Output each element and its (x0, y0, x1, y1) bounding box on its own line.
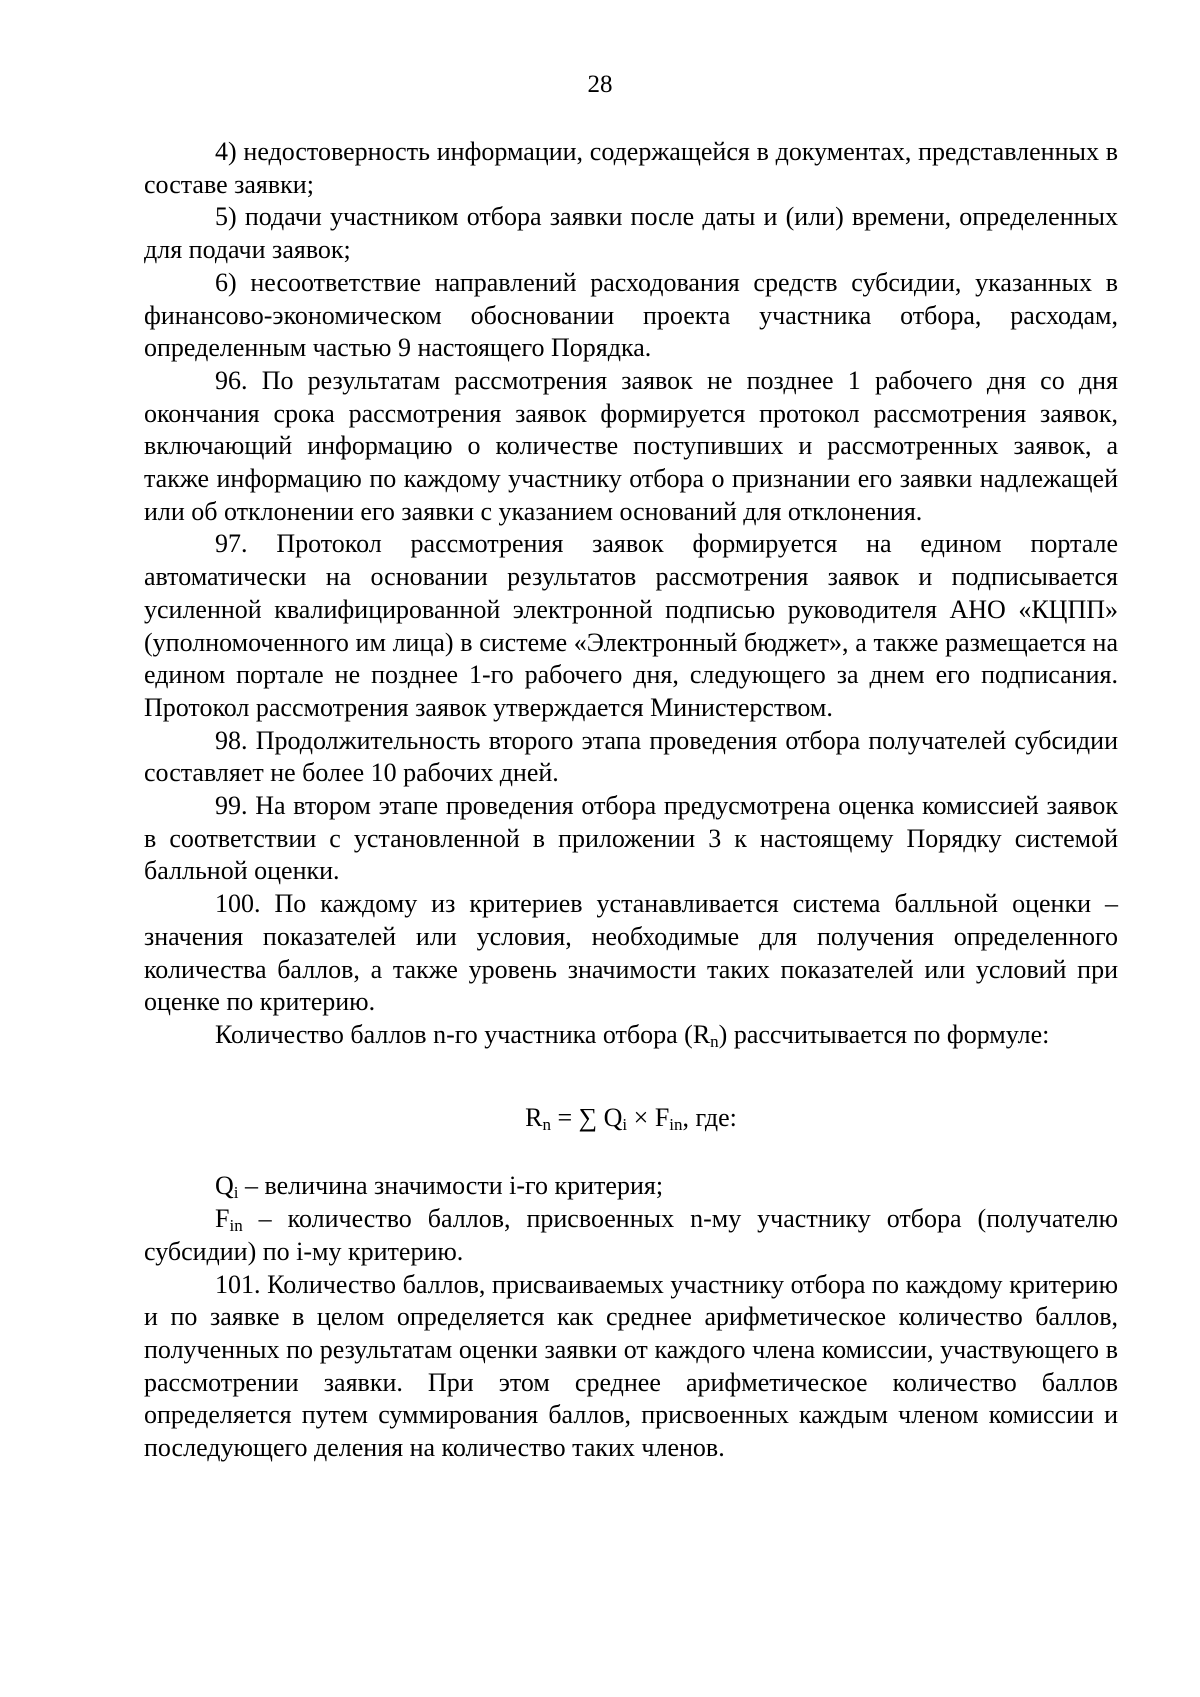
item-4: 4) недостоверность информации, содержащейся в документах, представленных в составе заявки; (144, 137, 1118, 199)
clause-98: 98. Продолжительность второго этапа проведения отбора получателей субсидии составляет не более 10 рабочих дней. (144, 725, 1118, 788)
score-formula: $R_n$ = ∑ $Q_i \times F_{in}$, где: (525, 1102, 737, 1134)
clause-101: 101. Количество баллов, присваиваемых участнику отбора по каждому критерию и по заявке в целом определяется как среднее арифметическое количество баллов, полученных по результатам оценки заявки от каждого члена комиссии, участвующего в рассмотрении заявки. При этом среднее арифметическое количество баллов определяется путем суммирования баллов, присвоенных каждым членом комиссии и последующего деления на количество таких членов. (144, 1269, 1118, 1463)
clause-99: 99. На втором этапе проведения отбора предусмотрена оценка комиссией заявок в соответствии с установленной в приложении 3 к настоящему Порядку системой балльной оценки. (144, 791, 1118, 886)
clause-100: 100. По каждому из критериев устанавливается система балльной оценки – значения показателей или условия, необходимые для получения определенного количества баллов, а также уровень значимости таких показателей или условий при оценке по критерию. (144, 889, 1118, 1017)
definition-f: $F_{in}$ – количество баллов, присвоенных n-му участнику отбора (получателю субсидии) по i-му критерию. (144, 1204, 1118, 1266)
item-6: 6) несоответствие направлений расходования средств субсидии, указанных в финансово-экономическом обосновании проекта участника отбора, расходам, определенным частью 9 настоящего Порядка. (144, 267, 1118, 363)
item-5: 5) подачи участником отбора заявки после даты и (или) времени, определенных для подачи заявок; (144, 202, 1118, 265)
clause-96: 96. По результатам рассмотрения заявок не позднее 1 рабочего дня со дня окончания срока рассмотрения заявок формируется протокол рассмотрения заявок, включающий информацию о количестве поступивших и рассмотренных заявок, а также информацию по каждому участнику отбора о признании его заявки надлежащей или об отклонении его заявки с указанием оснований для отклонения. (144, 365, 1118, 526)
definition-q: $Q_i$ – величина значимости i-го критерия; (215, 1171, 664, 1203)
page-number: 28 (587, 71, 613, 98)
document-body (144, 136, 1118, 1465)
score-formula-intro: Количество баллов n-го участника отбора $(R_n)$ рассчитывается по формуле: (215, 1019, 1050, 1051)
clause-97: 97. Протокол рассмотрения заявок формируется на едином портале автоматически на основании результатов рассмотрения заявок и подписывается усиленной квалифицированной электронной подписью руководителя АНО «КЦПП» (уполномоченного им лица) в системе «Электронный бюджет», а также размещается на едином портале не позднее 1-го рабочего дня, следующего за днем его подписания. Протокол рассмотрения заявок утверждается Министерством. (144, 529, 1118, 722)
